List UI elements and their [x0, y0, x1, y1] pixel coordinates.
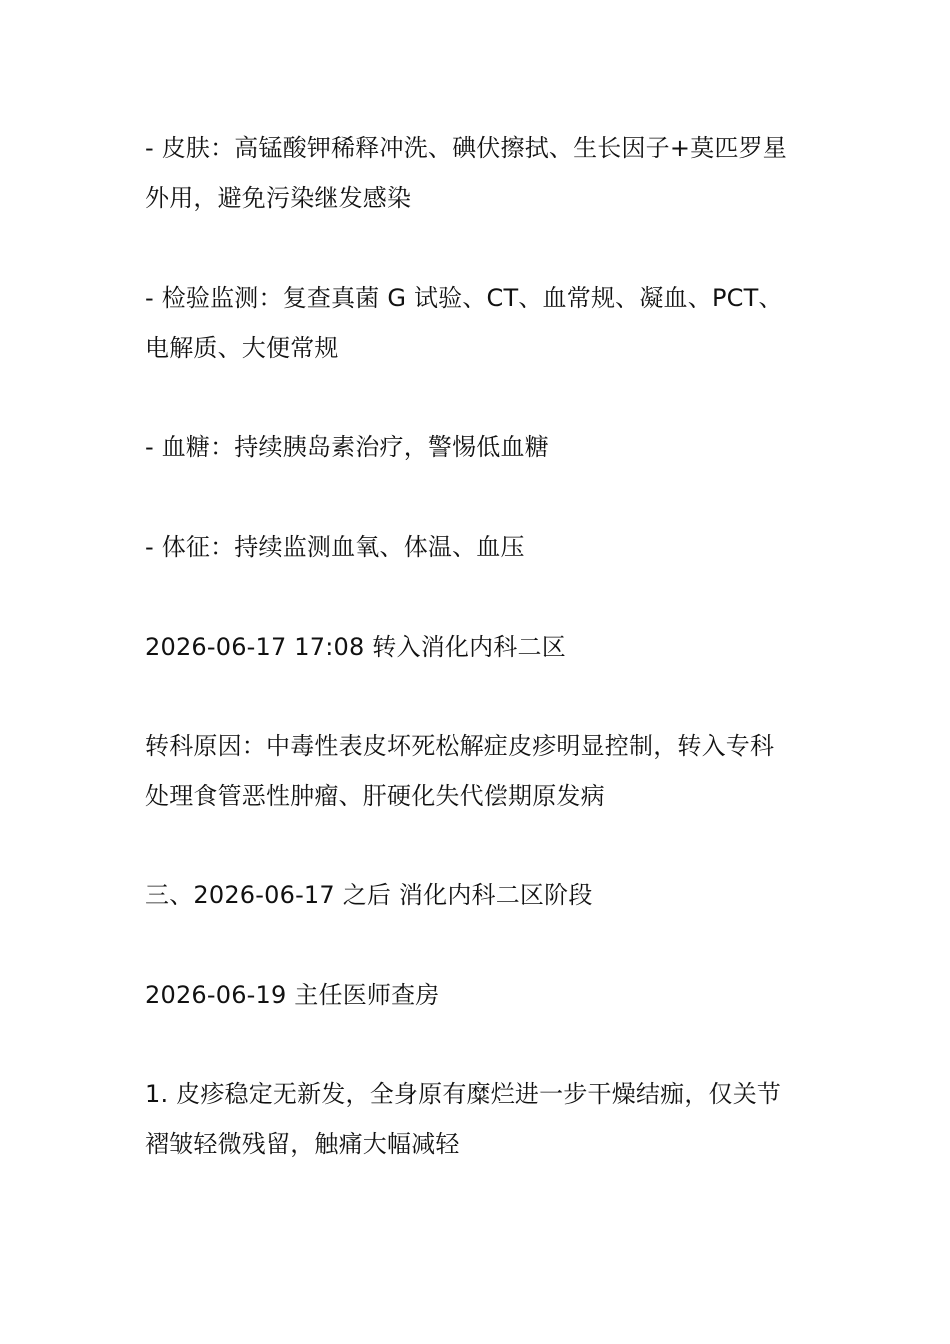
paragraph-ward-round-date: 2026-06-19 主任医师查房: [145, 981, 440, 1009]
section-heading-gastro-stage: 三、2026-06-17 之后 消化内科二区阶段: [145, 881, 593, 909]
paragraph-vital-signs: - 体征：持续监测血氧、体温、血压: [145, 533, 525, 561]
paragraph-ward-round-item-1: 1. 皮疹稳定无新发，全身原有糜烂进一步干燥结痂，仅关节褶皱轻微残留，触痛大幅减轻: [145, 1080, 782, 1158]
paragraph-transfer-reason: 转科原因：中毒性表皮坏死松解症皮疹明显控制，转入专科处理食管恶性肿瘤、肝硬化失代偿期原发病: [145, 732, 775, 810]
paragraph-transfer-time: 2026-06-17 17:08 转入消化内科二区: [145, 633, 566, 661]
paragraph-skin-care: - 皮肤：高锰酸钾稀释冲洗、碘伏擦拭、生长因子+莫匹罗星外用，避免污染继发感染: [145, 134, 787, 212]
paragraph-blood-glucose: - 血糖：持续胰岛素治疗，警惕低血糖: [145, 433, 549, 461]
paragraph-lab-monitoring: - 检验监测：复查真菌 G 试验、CT、血常规、凝血、PCT、电解质、大便常规: [145, 284, 783, 362]
